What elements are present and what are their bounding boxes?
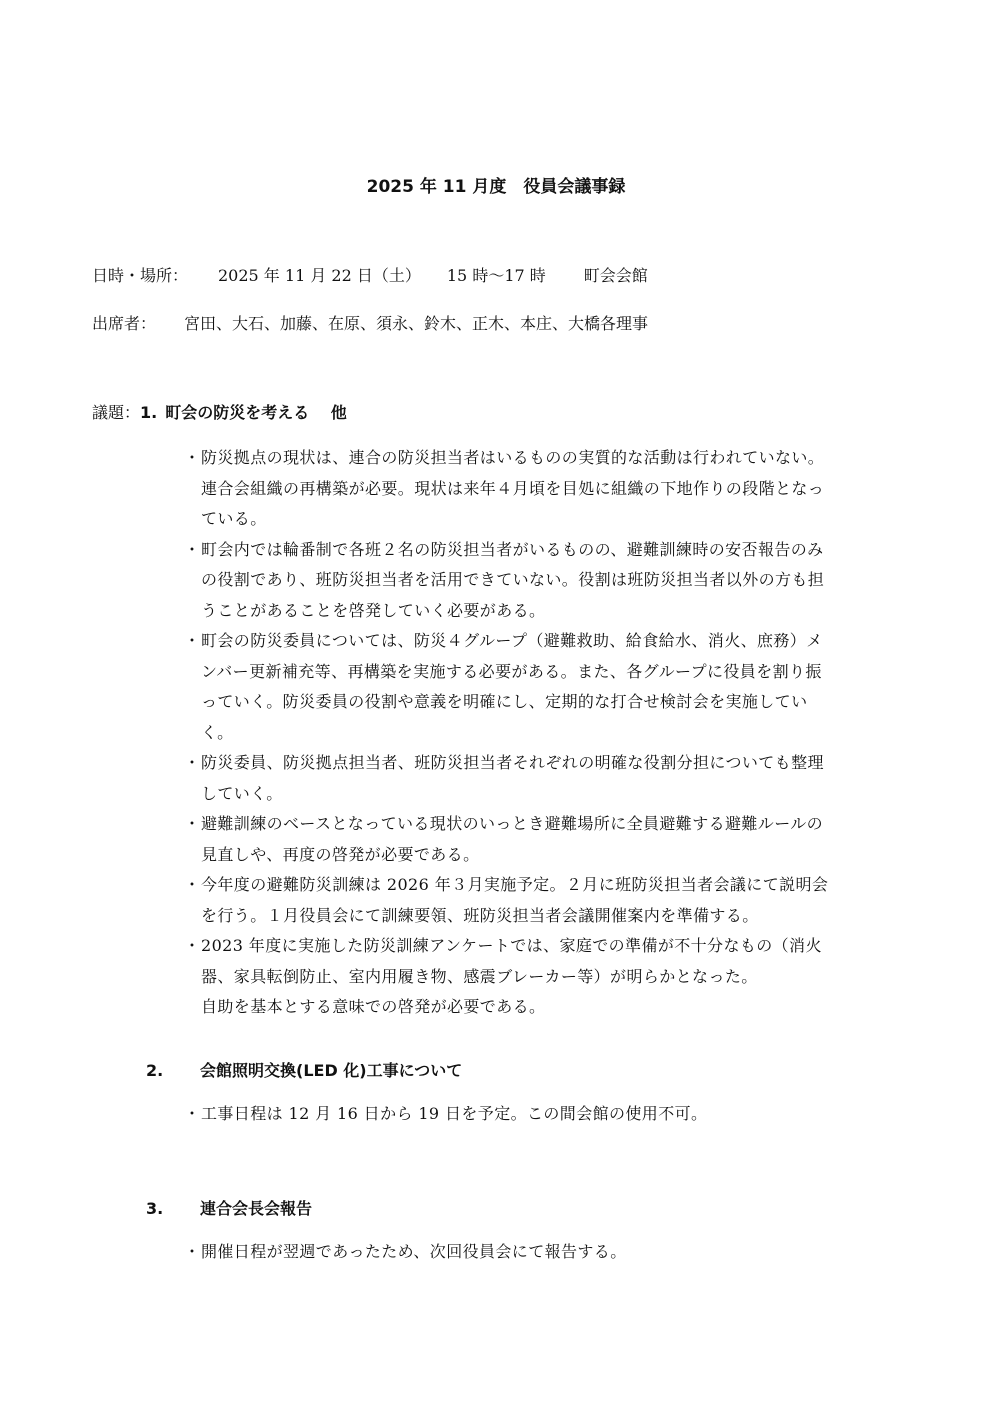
datetime-place-label: 日時・場所： [92, 266, 189, 285]
section-title: 連合会長会報告 [200, 1199, 313, 1218]
bullet-item [184, 1099, 904, 1130]
bullet-mark: ・ [184, 936, 201, 955]
section-1-bullets [184, 443, 904, 1023]
attendees-label: 出席者： [92, 314, 157, 333]
bullet-mark: ・ [184, 448, 201, 467]
meeting-date: 2025 年 11 月 22 日（土） [218, 266, 421, 285]
section-3-heading [146, 1196, 312, 1219]
meeting-place: 町会会館 [583, 266, 648, 285]
meeting-time: 15 時～17 時 [446, 266, 546, 285]
section-number: 3. [146, 1199, 164, 1218]
bullet-mark: ・ [184, 1104, 201, 1123]
section-number: 1. [140, 403, 158, 422]
bullet-item [184, 748, 904, 809]
bullet-mark: ・ [184, 1242, 201, 1261]
bullet-text: 2023 年度に実施した防災訓練アンケートでは、家庭での準備が不十分なもの（消火 器、家具転倒防止、室内用履き物、感震ブレーカー等）が明らかとなった。 自助を基本とする意味での啓発が必要である。 [201, 936, 822, 1016]
datetime-place-row [92, 263, 648, 286]
bullet-mark: ・ [184, 631, 201, 650]
bullet-mark: ・ [184, 539, 201, 559]
section-2-heading [146, 1058, 462, 1081]
section-title: 町会の防災を考える 他 [165, 403, 347, 422]
agenda-heading [92, 400, 347, 423]
bullet-item [184, 535, 904, 627]
bullet-mark: ・ [184, 814, 201, 833]
bullet-mark: ・ [184, 753, 201, 772]
section-title: 会館照明交換(LED 化)工事について [200, 1061, 463, 1080]
bullet-text: 防災委員、防災拠点担当者、班防災担当者それぞれの明確な役割分担についても整理 していく。 [201, 753, 824, 803]
document-title: 2025 年 11 月度 役員会議事録 [366, 177, 626, 197]
bullet-item [184, 931, 904, 1023]
agenda-label: 議題： [92, 403, 141, 422]
bullet-item [184, 443, 904, 535]
bullet-item [184, 809, 904, 870]
bullet-item [184, 870, 904, 931]
section-3-bullets [184, 1237, 904, 1268]
section-number: 2. [146, 1061, 164, 1080]
bullet-text: 工事日程は 12 月 16 日から 19 日を予定。この間会館の使用不可。 [201, 1104, 708, 1123]
bullet-text: 防災拠点の現状は、連合の防災担当者はいるものの実質的な活動は行われていない。 連合会組織の再構築が必要。現状は来年４月頃を目処に組織の下地作りの段階となっ ている。 [201, 448, 825, 528]
bullet-text: 開催日程が翌週であったため、次回役員会にて報告する。 [201, 1242, 627, 1261]
bullet-text: 町会内では輪番制で各班２名の防災担当者がいるものの、避難訓練時の安否報告のみ の役割であり、班防災担当者を活用できていない。役割は班防災担当者以外の方も担 うことがあることを啓発していく必要がある。 [201, 539, 825, 620]
bullet-item [184, 626, 904, 748]
bullet-text: 今年度の避難防災訓練は 2026 年３月実施予定。２月に班防災担当者会議にて説明会 を行う。１月役員会にて訓練要領、班防災担当者会議開催案内を準備する。 [201, 875, 829, 925]
bullet-mark: ・ [184, 875, 201, 894]
attendees-row [92, 311, 648, 334]
bullet-item [184, 1237, 904, 1268]
attendees-list: 宮田、大石、加藤、在原、須永、鈴木、正木、本庄、大橋各理事 [184, 314, 649, 333]
bullet-text: 町会の防災委員については、防災４グループ（避難救助、給食給水、消火、庶務）メ ンバー更新補充等、再構築を実施する必要がある。また、各グループに役員を割り振 っていく。防災委員の役割や意義を明確にし、定期的な打合せ検討会を実施してい く。 [201, 631, 823, 742]
bullet-text: 避難訓練のベースとなっている現状のいっとき避難場所に全員避難する避難ルールの 見直しや、再度の啓発が必要である。 [201, 814, 824, 864]
section-2-bullets [184, 1099, 904, 1130]
